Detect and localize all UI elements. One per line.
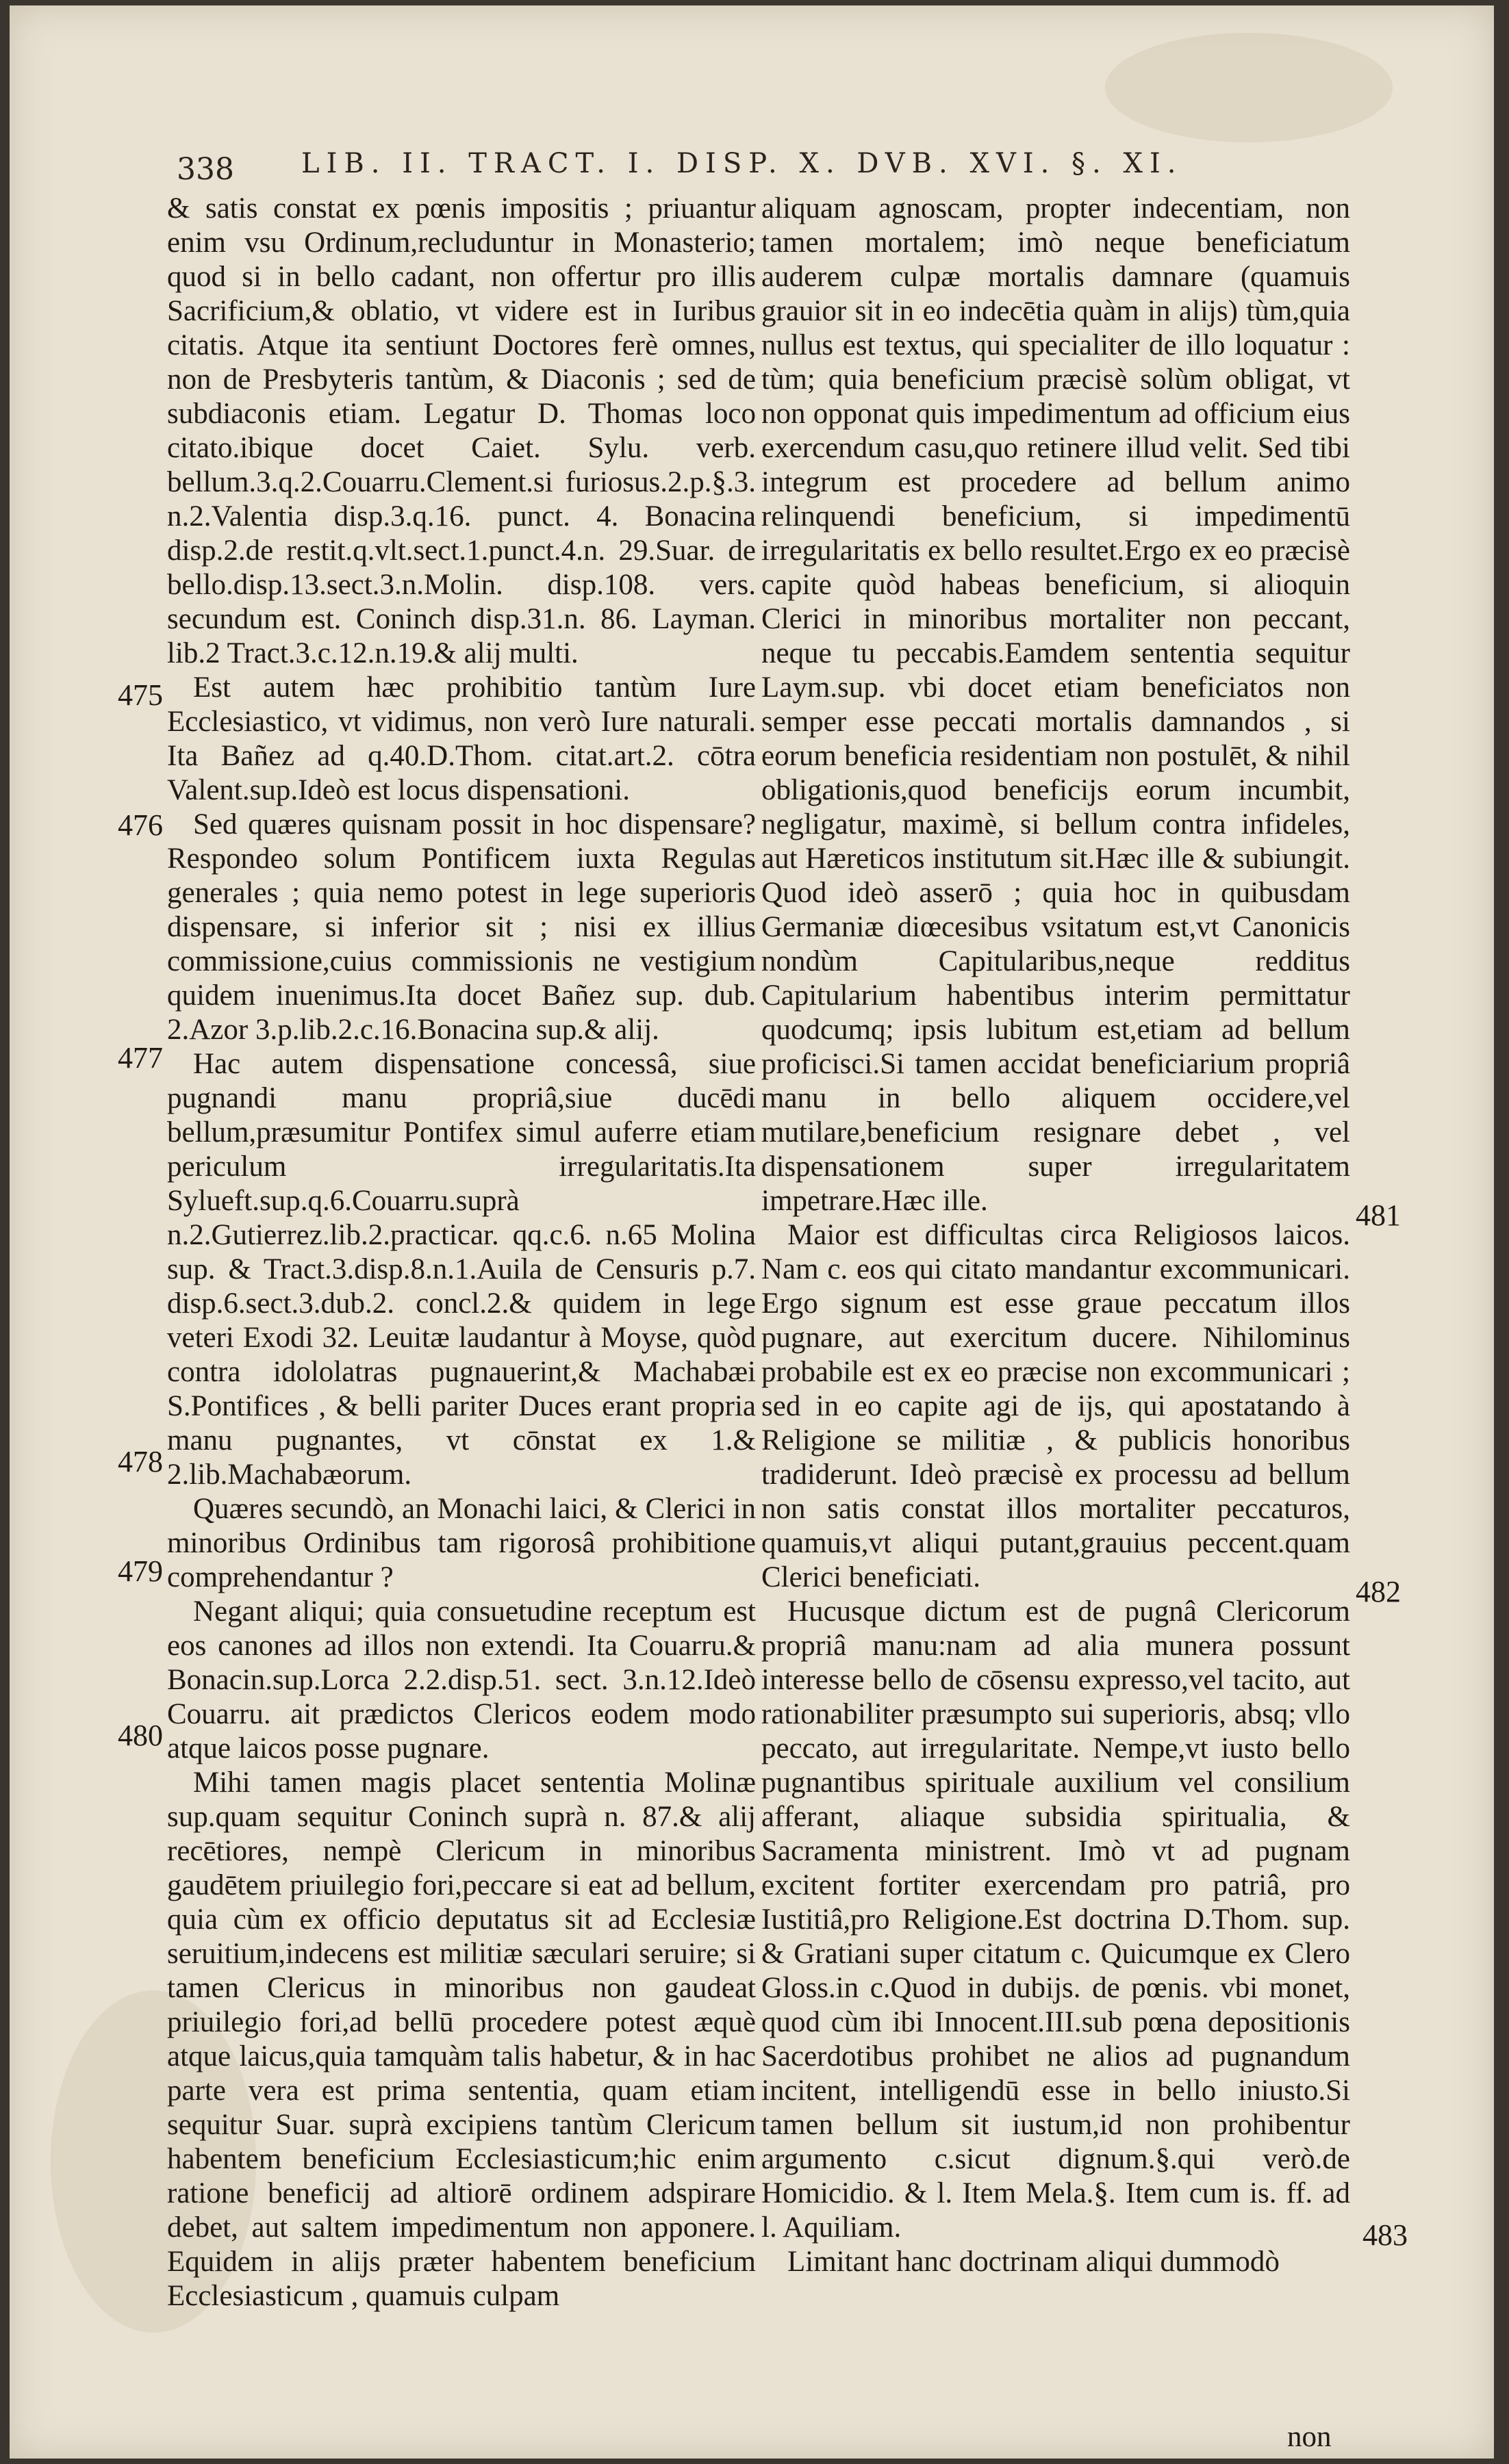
margin-number: 476 xyxy=(118,808,163,842)
running-head: LIB. II. TRACT. I. DISP. X. DVB. XVI. §. XI. xyxy=(301,148,1183,179)
margin-number: 479 xyxy=(118,1554,163,1588)
paragraph: Negant aliqui; quia consuetudine receptum est eos canones ad illos non extendi. Ita Couarru.& Bonacin.sup.Lorca 2.2.disp.51. sect. 3.n.12.Ideò Couarru. ait prædictos Clericos eodem modo atque laicos posse pugnare. xyxy=(167,1595,756,1764)
paragraph: Hac autem dispensatione concessâ, siue pugnandi manu propriâ,siue ducēdi bellum,præsumitur Pontifex simul auferre etiam periculum irregularitatis.Ita Sylueft.sup.q.6.Couarru.suprà n.2.Gutierrez.lib.2.practicar. qq.c.6. n.65 Molina sup. & Tract.3.disp.8.n.1.Auila de Censuris p.7. disp.6.sect.3.dub.2. concl.2.& quidem in lege veteri Exodi 32. Leuitæ laudantur à Moyse, quòd contra idololatras pugnauerint,& Machabæi S.Pontifices , & belli pariter Duces erant propria manu pugnantes, vt cōnstat ex 1.& 2.lib.Machabæorum. xyxy=(167,1048,756,1491)
margin-number: 478 xyxy=(118,1445,163,1478)
margin-number: 482 xyxy=(1356,1575,1401,1608)
paper-stain xyxy=(1105,33,1393,142)
left-column xyxy=(167,192,756,2313)
margin-number: 483 xyxy=(1362,2218,1408,2252)
paragraph: Hucusque dictum est de pugnâ Clericorum propriâ manu:nam ad alia munera possunt interesse bello de cōsensu expresso,vel tacito, aut rationabiliter præsumpto sui superioris, absq; vllo peccato, aut irregularitate. Nempe,vt iusto bello pugnantibus spirituale auxilium vel consilium afferant, aliaque subsidia spiritualia, & Sacramenta ministrent. Imò vt ad pugnam excitent fortiter exercendam pro patriâ, pro Iustitiâ,pro Religione.Est doctrina D.Thom. sup. & Gratiani super citatum c. Quicumque ex Clero Gloss.in c.Quod in dubijs. de pœnis. vbi monet, quod cùm ibi Innocent.III.sub pœna depositionis Sacerdotibus prohibet ne alios ad pugnandum incitent, intelligendū esse in bello iniusto.Si tamen bellum sit iustum,id non prohibentur argumento c.sicut dignum.§.qui verò.de Homicidio. & l. Item Mela.§. Item cum is. ff. ad l. Aquiliam. xyxy=(761,1595,1350,2244)
margin-number: 475 xyxy=(118,678,163,712)
catchword: non xyxy=(1287,2421,1332,2453)
paragraph: aliquam agnoscam, propter indecentiam, non tamen mortalem; imò neque beneficiatum auderem culpæ mortalis damnare (quamuis grauior sit in eo indecētia quàm in alijs) tùm,quia nullus est textus, qui specialiter de illo loquatur : tùm; quia beneficium præcisè solùm obligat, vt non opponat quis impedimentum ad officium eius exercendum casu,quo retinere illud velit. Sed tibi integrum est procedere ad bellum animo relinquendi beneficium, si impedimentū irregularitatis ex bello resultet.Ergo ex eo præcisè capite quòd habeas beneficium, si alioquin Clerici in minoribus mortaliter non peccant, neque tu peccabis.Eamdem sententia sequitur Laym.sup. vbi docet etiam beneficiatos non semper esse peccati mortalis damnandos , si eorum beneficia residentiam non postulēt, & nihil obligationis,quod beneficijs eorum incumbit, negligatur, maximè, si bellum contra infideles, aut Hæreticos institutum sit.Hæc ille & subiungit. Quod ideò asserō ; quia hoc in quibusdam Germaniæ diœcesibus vsitatum est,vt Canonicis nondùm Capitularibus,neque redditus Capitularium habentibus interim permittatur quodcumq; ipsis lubitum est,etiam ad bellum proficisci.Si tamen accidat beneficiarium propriâ manu in bello aliquem occidere,vel mutilare,beneficium resignare debet , vel dispensationem super irregularitatem impetrare.Hæc ille. xyxy=(761,192,1350,1217)
paragraph: Est autem hæc prohibitio tantùm Iure Ecclesiastico, vt vidimus, non verò Iure naturali. Ita Bañez ad q.40.D.Thom. citat.art.2. cōtra Valent.sup.Ideò est locus dispensationi. xyxy=(167,671,756,806)
page-number: 338 xyxy=(177,152,234,187)
paragraph: Limitant hanc doctrinam aliqui dummodò xyxy=(787,2246,1280,2278)
paragraph: Maior est difficultas circa Religiosos laicos. Nam c. eos qui citato mandantur excommunicari. Ergo signum est esse graue peccatum illos pugnare, aut exercitum ducere. Nihilominus probabile est ex eo præcise non excommunicari ; sed in eo capite agi de ijs, qui apostatando à Religione se militiæ , & publicis honoribus tradiderunt. Ideò præcisè ex processu ad bellum non satis constat illos mortaliter peccaturos, quamuis,vt aliqui putant,grauius peccent.quam Clerici beneficiati. xyxy=(761,1219,1350,1593)
paragraph: Sed quæres quisnam possit in hoc dispensare? Respondeo solum Pontificem iuxta Regulas generales ; quia nemo potest in lege superioris dispensare, si inferior sit ; nisi ex illius commissione,cuius commissionis ne vestigium quidem inuenimus.Ita docet Bañez sup. dub. 2.Azor 3.p.lib.2.c.16.Bonacina sup.& alij. xyxy=(167,808,756,1046)
paragraph: Mihi tamen magis placet sententia Molinæ sup.quam sequitur Coninch suprà n. 87.& alij recētiores, nempè Clericum in minoribus gaudētem priuilegio fori,peccare si eat ad bellum, quia cùm ex officio deputatus sit ad Ecclesiæ seruitium,indecens est militiæ sæculari seruire; si tamen Clericus in minoribus non gaudeat priuilegio fori,ad bellū procedere potest æquè atque laicus,quia tamquàm talis habetur, & in hac parte vera est prima sententia, quam etiam sequitur Suar. suprà excipiens tantùm Clericum habentem beneficium Ecclesiasticum;hic enim ratione beneficij ad altiorē ordinem adspirare debet, aut saltem impedimentum non apponere. Equidem in alijs præter habentem beneficium Ecclesiasticum , quamuis culpam xyxy=(167,1767,756,2312)
right-column xyxy=(761,192,1350,2279)
margin-number: 481 xyxy=(1356,1198,1401,1232)
margin-number: 477 xyxy=(118,1041,163,1075)
paragraph: & satis constat ex pœnis impositis ; priuantur enim vsu Ordinum,recluduntur in Monasterio; quod si in bello cadant, non offertur pro illis Sacrificium,& oblatio, vt videre est in Iuribus citatis. Atque ita sentiunt Doctores ferè omnes, non de Presbyteris tantùm, & Diaconis ; sed de subdiaconis etiam. Legatur D. Thomas loco citato.ibique docet Caiet. Sylu. verb. bellum.3.q.2.Couarru.Clement.si furiosus.2.p.§.3. n.2.Valentia disp.3.q.16. punct. 4. Bonacina disp.2.de restit.q.vlt.sect.1.punct.4.n. 29.Suar. de bello.disp.13.sect.3.n.Molin. disp.108. vers. secundum est. Coninch disp.31.n. 86. Layman. lib.2 Tract.3.c.12.n.19.& alij multi. xyxy=(167,192,756,669)
margin-number: 480 xyxy=(118,1719,163,1752)
paragraph: Quæres secundò, an Monachi laici, & Clerici in minoribus Ordinibus tam rigorosâ prohibitione comprehendantur ? xyxy=(167,1493,756,1593)
